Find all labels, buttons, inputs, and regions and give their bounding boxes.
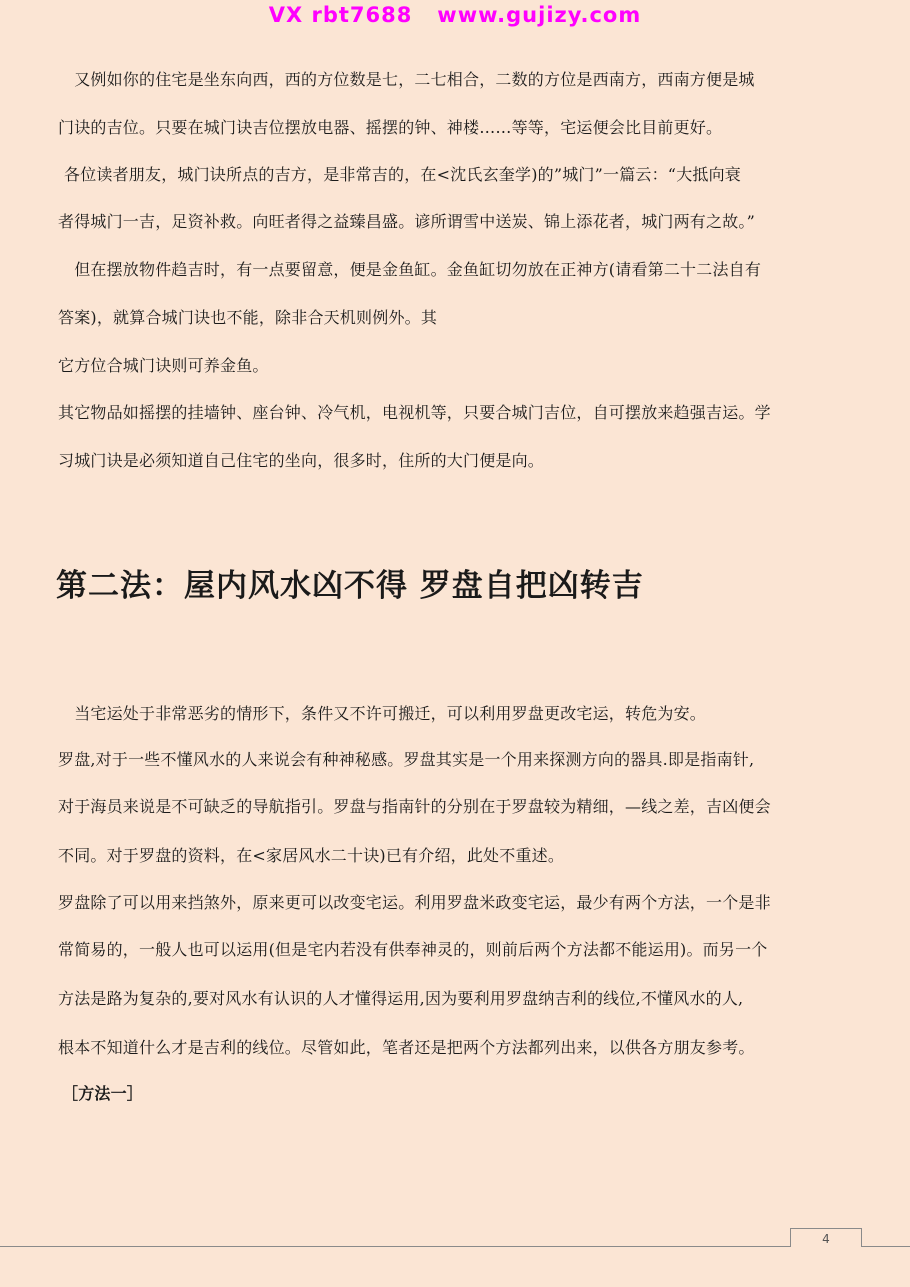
footer-rule xyxy=(0,1246,910,1247)
paragraph-line: 习城门诀是必须知道自己住宅的坐向，很多时，住所的大门便是向。 xyxy=(58,451,545,470)
page-number: 4 xyxy=(790,1228,862,1247)
paragraph-line: 不同。对于罗盘的资料，在<家居风水二十诀)已有介绍，此处不重述。 xyxy=(58,846,565,865)
paragraph-line: 门诀的吉位。只要在城门诀吉位摆放电器、摇摆的钟、神楼……等等，宅运便会比目前更好。 xyxy=(58,118,723,137)
paragraph-line: 它方位合城门诀则可养金鱼。 xyxy=(58,356,269,375)
paragraph-line: 又例如你的住宅是坐东向西，西的方位数是七，二七相合，二数的方位是西南方，西南方便是城 xyxy=(58,70,755,89)
paragraph-line: 但在摆放物件趋吉时，有一点要留意，便是金鱼缸。金鱼缸切勿放在正神方(请看第二十二法自有 xyxy=(58,260,762,279)
paragraph-line: 对于海员来说是不可缺乏的导航指引。罗盘与指南针的分别在于罗盘较为精细，—线之差，吉凶便会 xyxy=(58,797,771,816)
paragraph-line: 其它物品如摇摆的挂墙钟、座台钟、冷气机，电视机等，只要合城门吉位，自可摆放来趋强吉运。学 xyxy=(58,403,771,422)
paragraph-line: 者得城门一吉，足资补救。向旺者得之益臻昌盛。谚所谓雪中送炭、锦上添花者，城门两有之故。” xyxy=(58,212,755,231)
subheading: ［方法一］ xyxy=(62,1084,144,1103)
paragraph-line: 当宅运处于非常恶劣的情形下，条件又不许可搬迁，可以利用罗盘更改宅运，转危为安。 xyxy=(58,704,707,723)
paragraph-line: 罗盘除了可以用来挡煞外，原来更可以改变宅运。利用罗盘米政变宅运，最少有两个方法，一个是非 xyxy=(58,893,771,912)
section-heading: 第二法：屋内风水凶不得 罗盘自把凶转吉 xyxy=(56,568,644,604)
paragraph-line: 根本不知道什么才是吉利的线位。尽管如此，笔者还是把两个方法都列出来，以供各方朋友参考。 xyxy=(58,1038,755,1057)
watermark: VX rbt7688 www.gujizy.com xyxy=(268,3,642,27)
paragraph-line: 答案)，就算合城门诀也不能，除非合天机则例外。其 xyxy=(58,308,438,327)
paragraph-line: 各位读者朋友，城门诀所点的吉方，是非常吉的，在<沈氏玄奎学)的”城门”一篇云：“大抵向衰 xyxy=(64,165,741,184)
paragraph-line: 方法是路为复杂的,要对风水有认识的人才懂得运用,因为要利用罗盘纳吉利的线位,不懂风水的人, xyxy=(58,989,744,1008)
paragraph-line: 常简易的，一般人也可以运用(但是宅内若没有供奉神灵的，则前后两个方法都不能运用)。而另一个 xyxy=(58,940,768,959)
paragraph-line: 罗盘,对于一些不懂风水的人来说会有种神秘感。罗盘其实是一个用来探测方向的器具.即是指南针, xyxy=(58,750,755,769)
